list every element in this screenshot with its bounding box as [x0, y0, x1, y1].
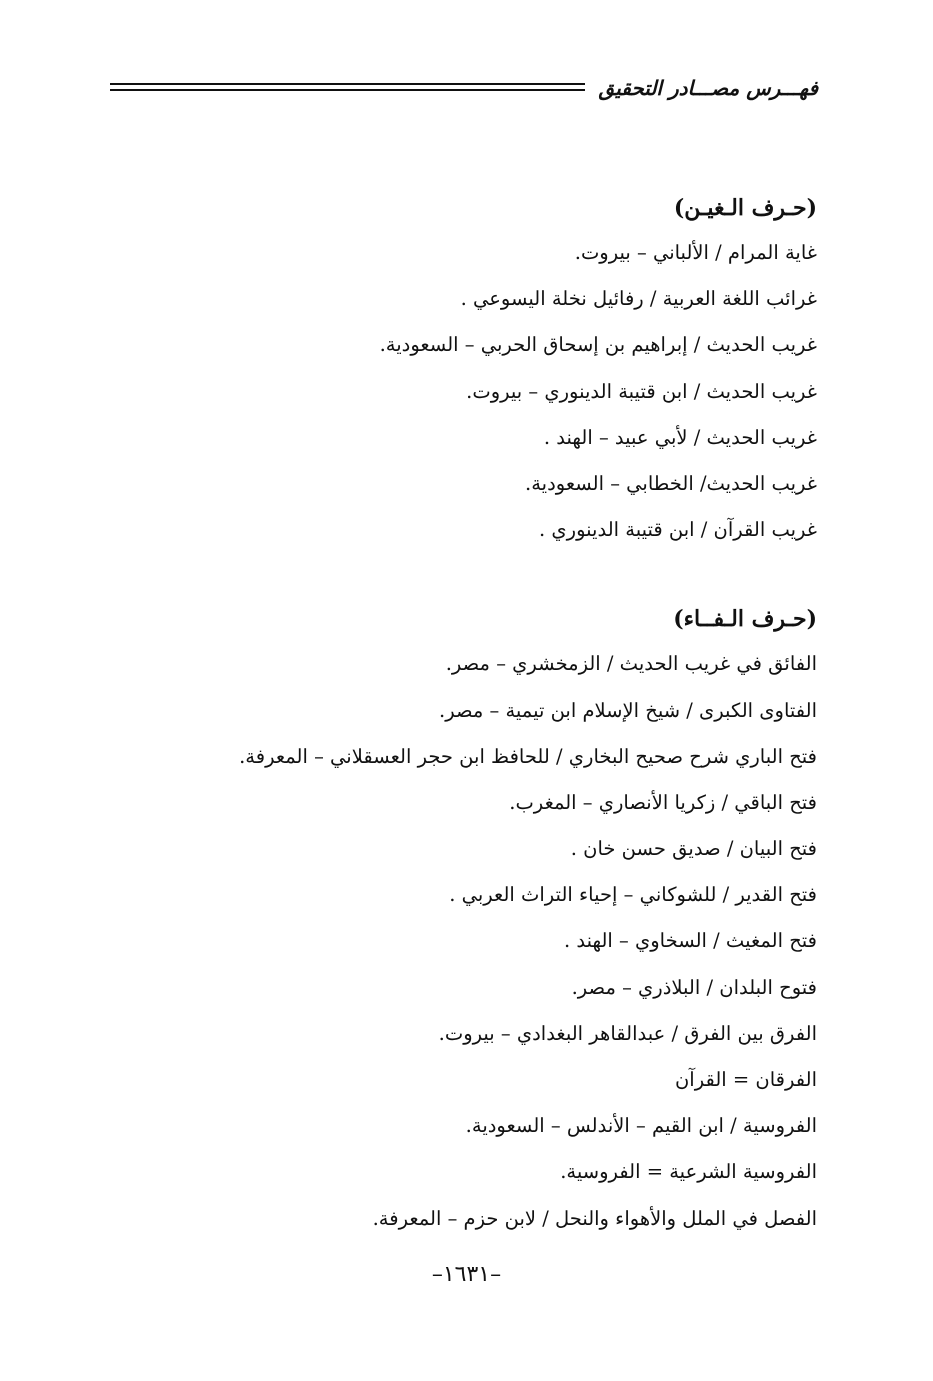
index-entry: غاية المرام / الألباني – بيروت.	[574, 241, 817, 264]
index-entry: غريب الحديث / ابن قتيبة الدينوري – بيروت.	[466, 379, 817, 403]
section-ghain	[120, 186, 817, 553]
header-title: فهـــرس مصـــادر التحقيق	[598, 76, 818, 100]
index-entry: الفرقان = القرآن	[674, 1068, 817, 1091]
index-entry: غريب الحديث / لأبي عبيد – الهند .	[543, 425, 817, 449]
index-entry: فتح الباري شرح صحيح البخاري / للحافظ ابن حجر العسقلاني – المعرفة.	[239, 744, 817, 768]
index-entry: الفائق في غريب الحديث / الزمخشري – مصر.	[445, 652, 817, 676]
index-entry: غريب الحديث / إبراهيم بن إسحاق الحربي – السعودية.	[379, 333, 817, 357]
page-number: –١٦٣١–	[431, 1262, 502, 1287]
section-heading: (حـرف الـغيـن)	[673, 195, 817, 221]
index-entry: فتوح البلدان / البلاذري – مصر.	[571, 975, 817, 999]
index-entry: غريب الحديث/ الخطابي – السعودية.	[525, 471, 817, 495]
index-entry: غرائب اللغة العربية / رفائيل نخلة اليسوعي .	[460, 287, 817, 311]
header-rule	[110, 83, 585, 91]
index-entry: فتح المغيث / السخاوي – الهند .	[563, 929, 817, 953]
index-entry: غريب القرآن / ابن قتيبة الدينوري .	[539, 518, 817, 542]
index-entry: فتح القدير / للشوكاني – إحياء التراث العربي .	[449, 883, 817, 907]
index-entry: الفروسية / ابن القيم – الأندلس – السعودية.	[465, 1114, 817, 1138]
index-entry: الفصل في الملل والأهواء والنحل / لابن حزم – المعرفة.	[372, 1206, 817, 1230]
index-entry: الفروسية الشرعية = الفروسية.	[560, 1160, 817, 1184]
running-header	[110, 68, 818, 108]
index-entry: فتح الباقي / زكريا الأنصاري – المغرب.	[509, 790, 817, 814]
section-fa	[120, 597, 817, 1241]
section-heading: (حـرف الـفــاء)	[673, 606, 817, 633]
index-entry: الفرق بين الفرق / عبدالقاهر البغدادي – بيروت.	[438, 1021, 817, 1045]
index-content	[120, 186, 817, 1286]
index-entry: الفتاوى الكبرى / شيخ الإسلام ابن تيمية – مصر.	[439, 698, 817, 722]
index-entry: فتح البيان / صديق حسن خان .	[570, 837, 817, 861]
